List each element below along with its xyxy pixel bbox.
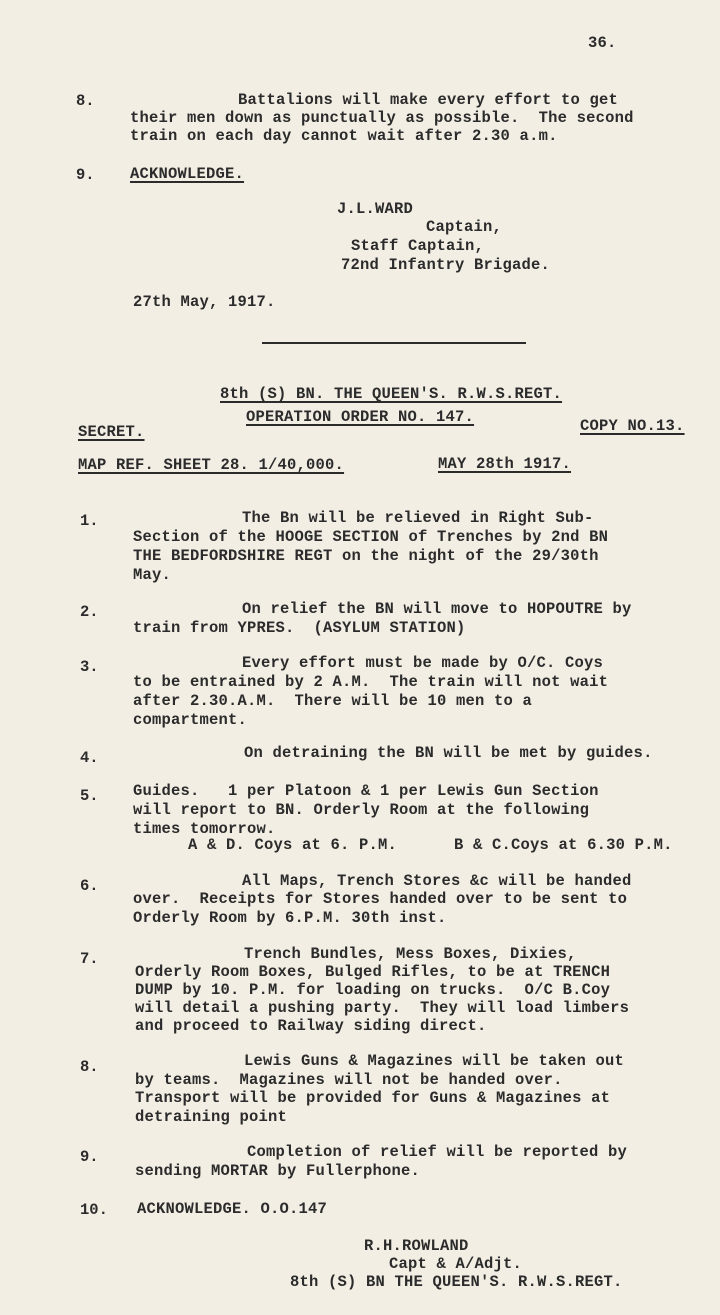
paragraph-number: 1. [80, 512, 99, 530]
paragraph-line: Trench Bundles, Mess Boxes, Dixies, [244, 945, 577, 963]
signature-line: J.L.WARD [337, 200, 414, 218]
paragraph-line: Section of the HOOGE SECTION of Trenches by 2nd BN [133, 528, 609, 546]
paragraph-number: 10. [80, 1201, 108, 1219]
map-reference: MAP REF. SHEET 28. 1/40,000. [78, 456, 345, 474]
paragraph-line: Transport will be provided for Guns & Magazines at [135, 1089, 611, 1107]
paragraph-number: 9. [76, 166, 95, 184]
paragraph-line: times tomorrow. [133, 820, 276, 838]
paragraph-line: Guides. 1 per Platoon & 1 per Lewis Gun Section [133, 782, 599, 800]
secret-label: SECRET. [78, 423, 145, 441]
paragraph-line: DUMP by 10. P.M. for loading on trucks. O/C B.Coy [135, 981, 611, 999]
paragraph-number: 9. [80, 1148, 99, 1166]
paragraph-number: 8. [80, 1058, 99, 1076]
paragraph-line: and proceed to Railway siding direct. [135, 1017, 487, 1035]
signature-line: 8th (S) BN THE QUEEN'S. R.W.S.REGT. [290, 1273, 623, 1291]
unit-heading: 8th (S) BN. THE QUEEN'S. R.W.S.REGT. [220, 385, 563, 403]
paragraph-number: 7. [80, 950, 99, 968]
paragraph-line: Orderly Room by 6.P.M. 30th inst. [133, 909, 447, 927]
paragraph-line: will report to BN. Orderly Room at the following [133, 801, 590, 819]
signature-line: Capt & A/Adjt. [389, 1255, 523, 1273]
paragraph-line: The Bn will be relieved in Right Sub- [242, 509, 594, 527]
paragraph-line: Lewis Guns & Magazines will be taken out [244, 1052, 625, 1070]
paragraph-line: ACKNOWLEDGE. O.O.147 [137, 1200, 328, 1218]
paragraph-number: 5. [80, 787, 99, 805]
date-text: 27th May, 1917. [133, 293, 276, 311]
paragraph-line: On relief the BN will move to HOPOUTRE by [242, 600, 632, 618]
paragraph-line: THE BEDFORDSHIRE REGT on the night of the 29/30th [133, 547, 599, 565]
paragraph-number: 6. [80, 877, 99, 895]
paragraph-line: May. [133, 566, 172, 584]
paragraph-line: Every effort must be made by O/C. Coys [242, 654, 604, 672]
paragraph-line: Completion of relief will be reported by [247, 1143, 628, 1161]
paragraph-line: by teams. Magazines will not be handed over. [135, 1071, 563, 1089]
paragraph-line: compartment. [133, 711, 248, 729]
paragraph-line: to be entrained by 2 A.M. The train will not wait [133, 673, 609, 691]
paragraph-line: will detail a pushing party. They will load limbers [135, 999, 630, 1017]
paragraph-line: after 2.30.A.M. There will be 10 men to a [133, 692, 533, 710]
paragraph-line: train on each day cannot wait after 2.30 a.m. [130, 127, 558, 145]
paragraph-line: All Maps, Trench Stores &c will be handed [242, 872, 632, 890]
paragraph-line: train from YPRES. (ASYLUM STATION) [133, 619, 466, 637]
signature-line: Staff Captain, [351, 237, 485, 255]
paragraph-line: A & D. Coys at 6. P.M. B & C.Coys at 6.30 P.M. [188, 836, 673, 854]
divider-rule [262, 342, 526, 344]
order-title: OPERATION ORDER NO. 147. [246, 408, 475, 426]
order-date: MAY 28th 1917. [438, 455, 572, 473]
paragraph-number: 3. [80, 658, 99, 676]
paragraph-number: 2. [80, 603, 99, 621]
paragraph-line: Orderly Room Boxes, Bulged Rifles, to be at TRENCH [135, 963, 611, 981]
copy-number: COPY NO.13. [580, 417, 685, 435]
acknowledge-text: ACKNOWLEDGE. [130, 165, 245, 183]
paragraph-line: sending MORTAR by Fullerphone. [135, 1162, 421, 1180]
paragraph-number: 4. [80, 749, 99, 767]
paragraph-line: over. Receipts for Stores handed over to be sent to [133, 890, 628, 908]
paragraph-number: 8. [76, 92, 95, 110]
paragraph-line: their men down as punctually as possible. The second [130, 109, 634, 127]
signature-line: R.H.ROWLAND [364, 1237, 469, 1255]
page-number: 36. [588, 34, 617, 52]
signature-line: 72nd Infantry Brigade. [341, 256, 551, 274]
paragraph-line: Battalions will make every effort to get [238, 91, 619, 109]
paragraph-line: detraining point [135, 1108, 288, 1126]
paragraph-line: On detraining the BN will be met by guides. [244, 744, 653, 762]
signature-line: Captain, [426, 218, 503, 236]
